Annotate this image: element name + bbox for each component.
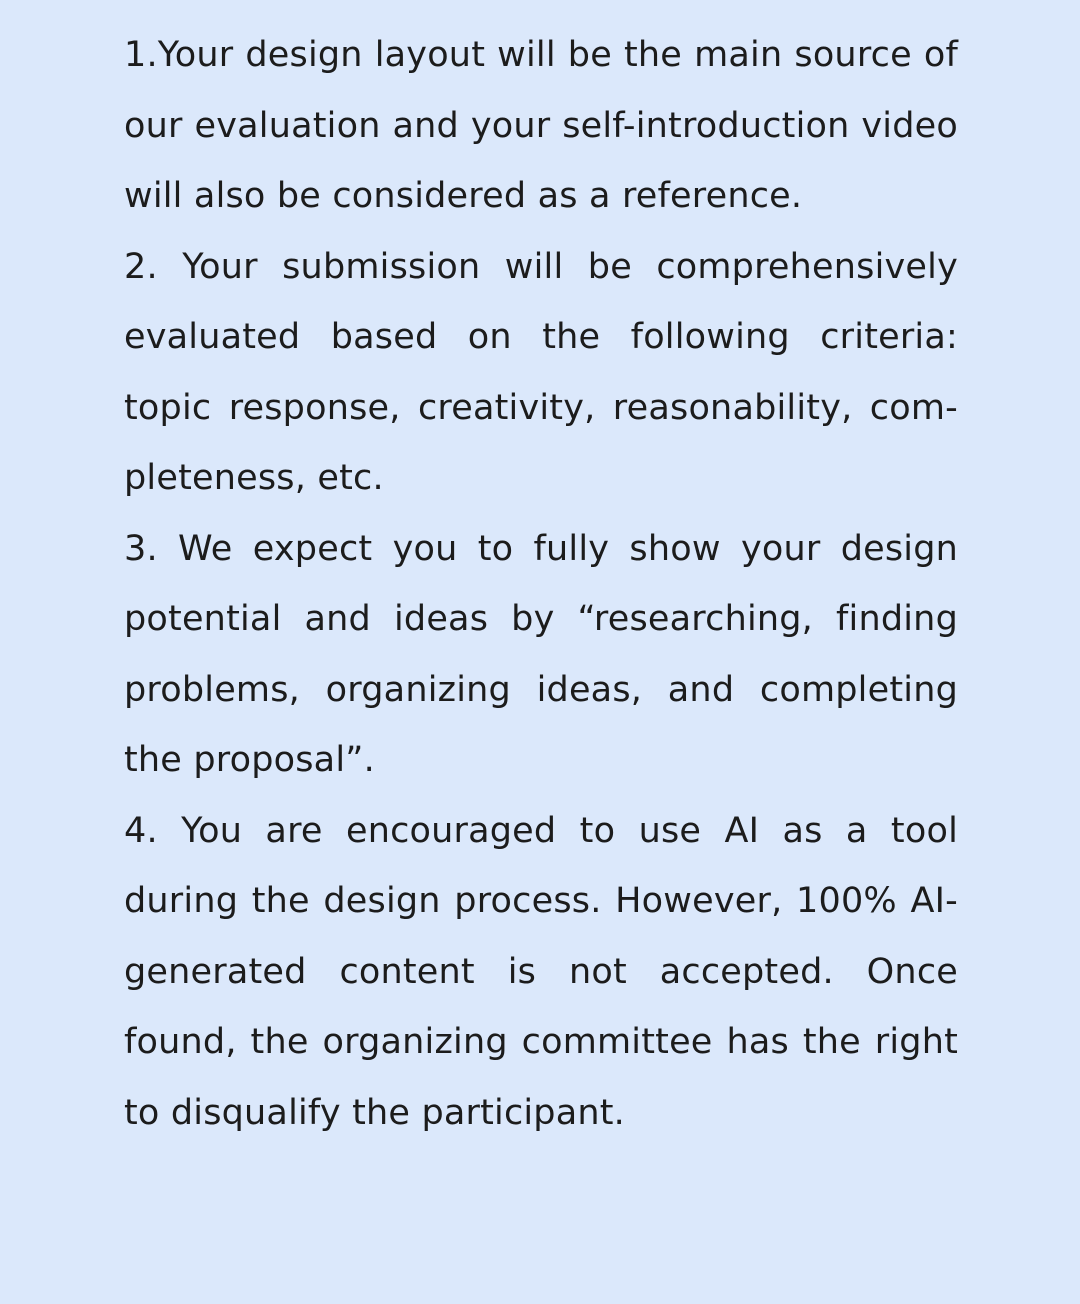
rule-2-text: 2. Your submission will be comprehensively evaluated based on the following criteria: topic response, creativity, reasonability, com-pleteness, etc. <box>124 246 958 498</box>
rule-1-text: 1.Your design layout will be the main source of our evaluation and your self-introduction video will also be considered as a reference. <box>124 35 958 216</box>
rules-list <box>124 20 958 1148</box>
rule-4-text: 4. You are encouraged to use AI as a tool during the design process. However, 100% AI-generated content is not accepted. Once found, the organizing committee has the right to disqualify the participant. <box>124 810 958 1133</box>
rule-3-text: 3. We expect you to fully show your design potential and ideas by “researching, finding problems, organizing ideas, and completing the proposal”. <box>124 528 958 780</box>
